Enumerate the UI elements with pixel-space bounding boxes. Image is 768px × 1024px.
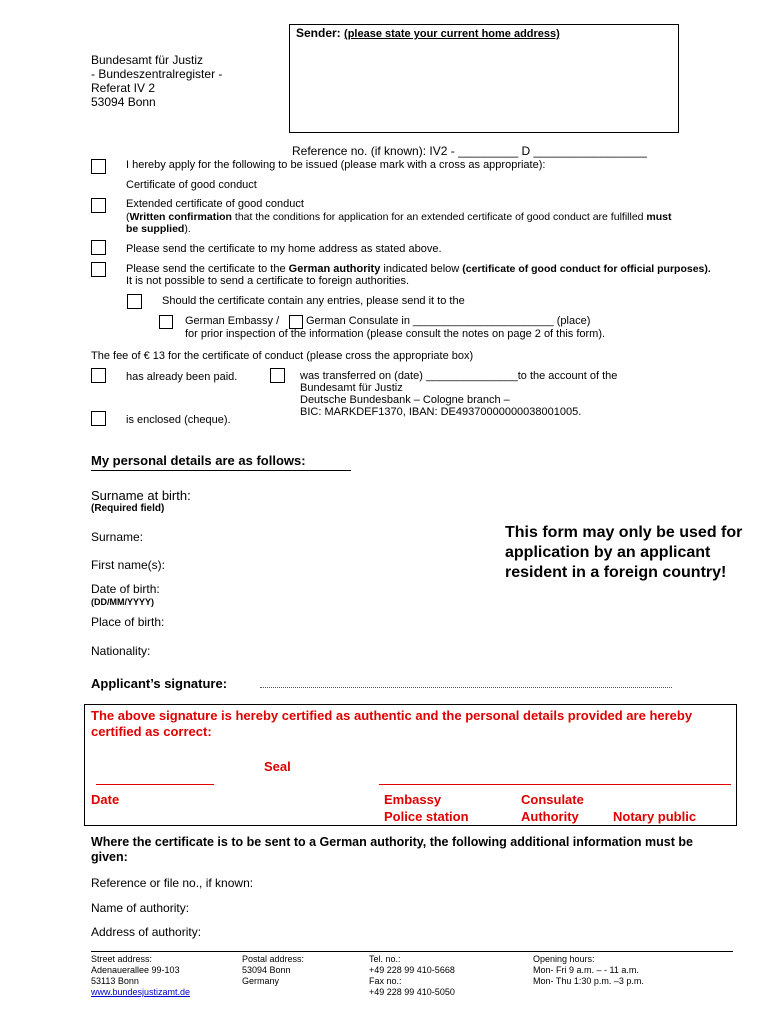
- footer-street: [91, 954, 190, 998]
- fee-paid-label: has already been paid.: [126, 371, 238, 383]
- ga-bold: German authority: [288, 263, 381, 275]
- written-confirmation: Written confirmation: [129, 211, 232, 223]
- footer-label: Postal address:: [242, 954, 305, 964]
- transfer-line: was transferred on (date) _______________to the account of the: [300, 370, 618, 382]
- footer-text: Germany: [242, 976, 280, 986]
- fee-enclosed-checkbox[interactable]: [91, 411, 106, 426]
- consulate-cert-label: Consulate: [521, 792, 584, 807]
- reference-number: Reference no. (if known): IV2 - _________ D _________________: [292, 144, 647, 158]
- foreign-not-possible: It is not possible to send a certificate to foreign authorities.: [126, 275, 410, 287]
- notary-public-label: Notary public: [613, 809, 697, 824]
- fee-paid-checkbox[interactable]: [91, 368, 106, 383]
- footer-postal: [242, 954, 304, 987]
- bank-details: BIC: MARKDEF1370, IBAN: DE49370000000038001005.: [300, 406, 582, 418]
- be-supplied-text: be supplied: [126, 223, 185, 235]
- first-names-label: First name(s):: [91, 558, 166, 572]
- transfer-line: Bundesamt für Justiz: [300, 382, 403, 394]
- certification-text: The above signature is hereby certified as authentic and the personal details provided are hereby certified as correct:: [91, 708, 693, 739]
- footer-text: Adenauerallee 99-103: [91, 965, 180, 975]
- footer-divider: [91, 951, 733, 952]
- police-station-label: Police station: [384, 809, 469, 824]
- german-authority-checkbox[interactable]: [91, 262, 106, 277]
- surname-birth-label: Surname at birth:: [91, 488, 191, 503]
- footer-hours: [533, 954, 644, 987]
- signature-line[interactable]: [260, 686, 672, 688]
- fee-intro: The fee of € 13 for the certificate of conduct (please cross the appropriate box): [91, 350, 474, 362]
- consulate-label: German Consulate in _______________________ (place): [306, 315, 591, 327]
- ga-pre: Please send the certificate to the: [126, 263, 289, 275]
- sender-label: Sender:: [296, 26, 341, 40]
- nationality-label: Nationality:: [91, 644, 151, 658]
- footer-label: Street address:: [91, 954, 153, 964]
- footer-text: 53113 Bonn: [91, 976, 139, 986]
- authority-cert-label: Authority: [521, 809, 579, 824]
- home-address-checkbox[interactable]: [91, 240, 106, 255]
- recipient-line: 53094 Bonn: [91, 95, 156, 109]
- authority-name-label: Name of authority:: [91, 901, 190, 915]
- footer-label: Opening hours:: [533, 954, 595, 964]
- footer-label: Tel. no.:: [369, 954, 401, 964]
- dob-label: Date of birth:: [91, 582, 160, 596]
- extended-end: ).: [184, 223, 191, 235]
- must-text: must: [646, 211, 672, 223]
- applicant-signature-label: Applicant’s signature:: [91, 676, 228, 691]
- authority-info-heading: Where the certificate is to be sent to a German authority, the following additional information must be given:: [91, 835, 693, 864]
- personal-details-heading: My personal details are as follows:: [91, 453, 306, 468]
- pob-label: Place of birth:: [91, 615, 165, 629]
- authority-signature-line: [379, 784, 731, 785]
- date-label: Date: [91, 792, 120, 807]
- extended-cert-checkbox[interactable]: [91, 198, 106, 213]
- fee-transferred-checkbox[interactable]: [270, 368, 285, 383]
- heading-underline: [91, 470, 351, 471]
- transfer-line: Deutsche Bundesbank – Cologne branch –: [300, 394, 510, 406]
- dob-format: (DD/MM/YYYY): [91, 597, 154, 607]
- footer-text: Mon- Thu 1:30 p.m. –3 p.m.: [533, 976, 644, 986]
- recipient-line: - Bundeszentralregister -: [91, 67, 223, 81]
- home-address-label: Please send the certificate to my home address as stated above.: [126, 243, 442, 255]
- fee-enclosed-label: is enclosed (cheque).: [126, 414, 231, 426]
- apply-checkbox[interactable]: [91, 159, 106, 174]
- resident-abroad-notice: This form may only be used for application by an applicant resident in a foreign country!: [505, 524, 743, 581]
- embassy-label: German Embassy /: [185, 315, 280, 327]
- certification-box: [84, 704, 737, 826]
- website-link[interactable]: www.bundesjustizamt.de: [91, 987, 191, 997]
- conditions-text: that the conditions for application for an extended certificate of good conduct are fulfilled: [231, 211, 647, 223]
- ga-paren: (certificate of good conduct for official purposes).: [462, 263, 711, 275]
- footer-text: Mon- Fri 9 a.m. – - 11 a.m.: [533, 965, 639, 975]
- sender-address-box[interactable]: [289, 24, 679, 133]
- recipient-address: [91, 53, 222, 109]
- authority-ref-label: Reference or file no., if known:: [91, 876, 254, 890]
- german-authority-label: [126, 263, 711, 275]
- date-line: [96, 784, 214, 785]
- embassy-checkbox[interactable]: [159, 315, 173, 329]
- extended-cert-supplied: [126, 223, 191, 235]
- required-field-note: (Required field): [91, 503, 165, 514]
- footer-text: +49 228 99 410-5050: [369, 987, 455, 997]
- footer-text: 53094 Bonn: [242, 965, 291, 975]
- recipient-line: Bundesamt für Justiz: [91, 53, 204, 67]
- extended-cert-conditions: (Written confirmation that the conditions for application for an extended certificate of good conduct are fulfilled must: [126, 211, 672, 223]
- fee-transferred-details: [300, 370, 617, 418]
- footer-phone: [369, 954, 455, 998]
- sender-hint: (please state your current home address): [344, 28, 560, 40]
- cert-good-conduct-label: Certificate of good conduct: [126, 179, 257, 191]
- entries-checkbox[interactable]: [127, 294, 142, 309]
- apply-intro: I hereby apply for the following to be issued (please mark with a cross as appropriate):: [126, 159, 546, 171]
- footer-text: +49 228 99 410-5668: [369, 965, 455, 975]
- entries-label: Should the certificate contain any entries, please send it to the: [162, 295, 465, 307]
- extended-cert-title: Extended certificate of good conduct: [126, 198, 304, 210]
- embassy-cert-label: Embassy: [384, 792, 442, 807]
- recipient-line: Referat IV 2: [91, 81, 156, 95]
- consulate-checkbox[interactable]: [289, 315, 303, 329]
- ga-mid: indicated below: [380, 263, 463, 275]
- surname-label: Surname:: [91, 530, 144, 544]
- prior-inspection: for prior inspection of the information (please consult the notes on page 2 of this form).: [185, 328, 606, 340]
- sender-label-row: [296, 26, 560, 40]
- footer-label: Fax no.:: [369, 976, 402, 986]
- authority-address-label: Address of authority:: [91, 925, 202, 939]
- seal-label: Seal: [264, 759, 291, 774]
